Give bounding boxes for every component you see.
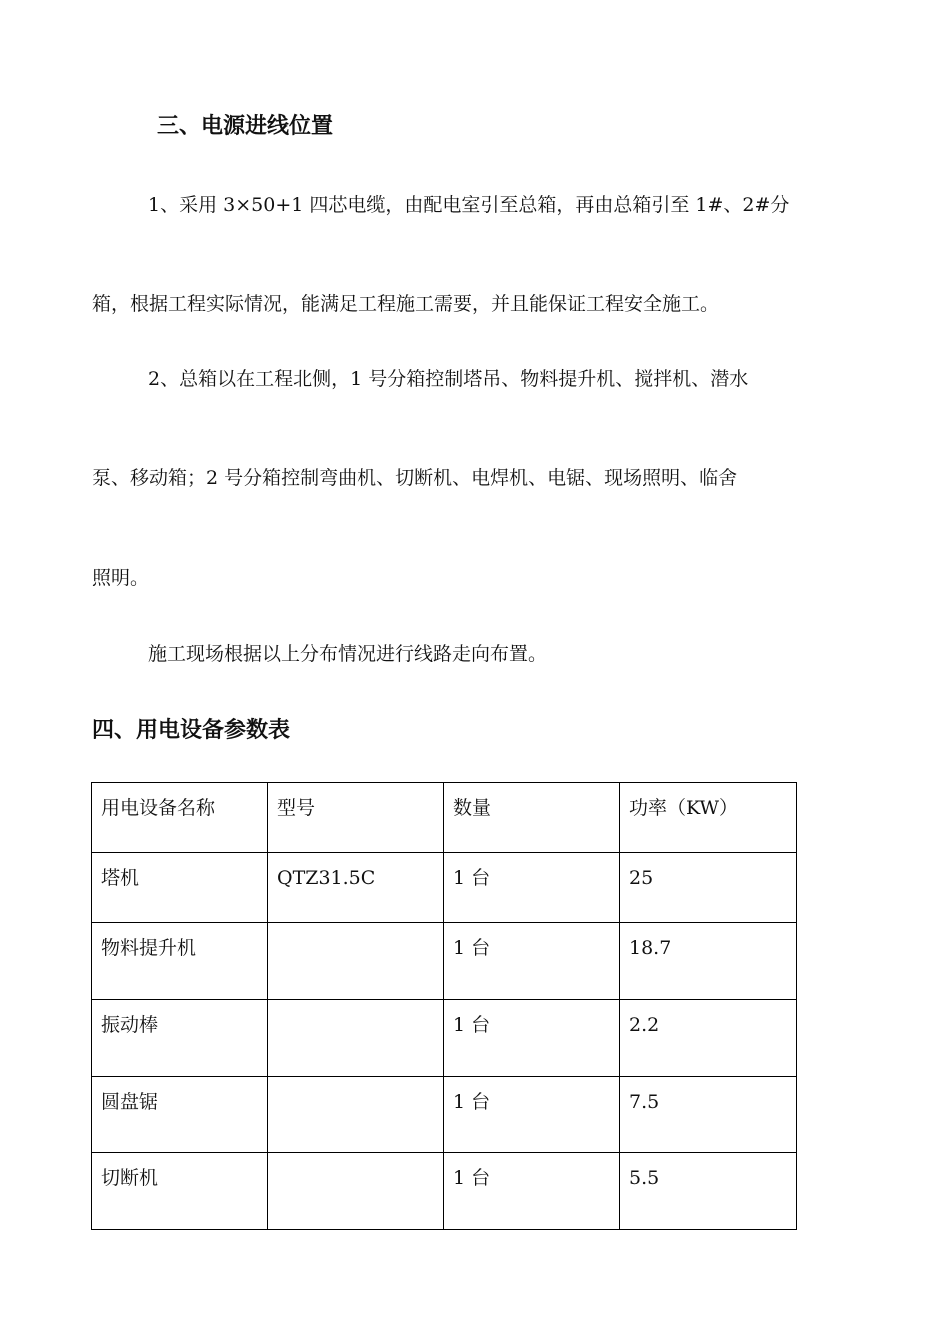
table-cell: QTZ31.5C: [268, 853, 444, 923]
table-cell: 1 台: [444, 1077, 620, 1153]
table-cell: 5.5: [620, 1153, 797, 1230]
table-cell: 1 台: [444, 1000, 620, 1077]
table-cell: 切断机: [92, 1153, 268, 1230]
section-heading-power-inlet: 三、电源进线位置: [157, 114, 334, 139]
table-cell: [268, 923, 444, 1000]
header-cell-equipment-name: 用电设备名称: [92, 783, 268, 853]
table-header-row: [92, 783, 797, 853]
table-row: [92, 1000, 797, 1077]
header-cell-model: 型号: [268, 783, 444, 853]
table-cell: [268, 1153, 444, 1230]
paragraph-line: 照明。: [92, 567, 150, 589]
table-cell: 振动棒: [92, 1000, 268, 1077]
table-cell: 18.7: [620, 923, 797, 1000]
table-cell: [268, 1077, 444, 1153]
table-cell: 物料提升机: [92, 923, 268, 1000]
table-row: [92, 923, 797, 1000]
header-cell-power: 功率（KW）: [620, 783, 797, 853]
table-row: [92, 853, 797, 923]
header-cell-quantity: 数量: [444, 783, 620, 853]
section-heading-equipment-table: 四、用电设备参数表: [92, 718, 291, 743]
paragraph-line: 1、采用 3×50+1 四芯电缆，由配电室引至总箱，再由总箱引至 1#、2#分: [148, 194, 790, 216]
table-row: [92, 1077, 797, 1153]
equipment-parameter-table: [91, 782, 797, 1230]
paragraph-line: 2、总箱以在工程北侧，1 号分箱控制塔吊、物料提升机、搅拌机、潜水: [148, 368, 749, 390]
paragraph-line: 箱，根据工程实际情况，能满足工程施工需要，并且能保证工程安全施工。: [92, 293, 720, 315]
table-row: [92, 1153, 797, 1230]
table-cell: 1 台: [444, 1153, 620, 1230]
table-cell: 25: [620, 853, 797, 923]
table-cell: 1 台: [444, 923, 620, 1000]
table-cell: 7.5: [620, 1077, 797, 1153]
paragraph-line: 施工现场根据以上分布情况进行线路走向布置。: [148, 643, 548, 665]
table-cell: 2.2: [620, 1000, 797, 1077]
table-cell: 圆盘锯: [92, 1077, 268, 1153]
table-cell: 塔机: [92, 853, 268, 923]
table-cell: 1 台: [444, 853, 620, 923]
table-cell: [268, 1000, 444, 1077]
paragraph-line: 泵、移动箱；2 号分箱控制弯曲机、切断机、电焊机、电锯、现场照明、临舍: [92, 467, 738, 489]
